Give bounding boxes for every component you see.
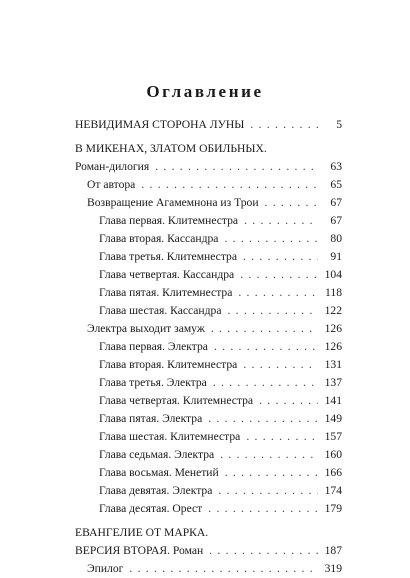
toc-entry-page: 126 xyxy=(324,322,342,335)
toc-entry-page: 67 xyxy=(330,214,342,227)
toc-entry-page: 65 xyxy=(330,178,342,191)
toc-entry-page: 91 xyxy=(330,250,342,263)
toc-entry-page: 179 xyxy=(324,502,342,515)
toc-entry xyxy=(75,392,342,410)
toc-entry-title: Возвращение Агамемнона из Трои xyxy=(87,196,259,209)
toc-entry-title: Глава седьмая. Электра xyxy=(99,448,215,461)
toc-entry-page: 104 xyxy=(324,268,342,281)
dot-leader xyxy=(214,338,318,356)
toc-entry xyxy=(75,464,342,482)
toc-entry-title: От автора xyxy=(87,178,136,191)
table-of-contents xyxy=(75,116,342,578)
toc-entry-title: Глава третья. Клитемнестра xyxy=(99,250,237,263)
toc-entry xyxy=(75,266,342,284)
dot-leader xyxy=(211,320,318,338)
toc-entry-title: Глава четвертая. Клитемнестра xyxy=(99,394,254,407)
toc-entry-title: Глава шестая. Кассандра xyxy=(99,304,222,317)
toc-entry-title: Глава первая. Электра xyxy=(99,340,208,353)
toc-entry xyxy=(75,284,342,302)
toc-entry-page: 131 xyxy=(324,358,342,371)
toc-entry-page: 160 xyxy=(324,448,342,461)
toc-entry-title: Эпилог xyxy=(87,562,124,575)
toc-entry xyxy=(75,116,342,134)
toc-entry-page: 63 xyxy=(330,160,342,173)
toc-entry xyxy=(75,428,342,446)
dot-leader xyxy=(246,428,318,446)
dot-leader xyxy=(129,560,318,578)
toc-entry-page: 174 xyxy=(324,484,342,497)
dot-leader xyxy=(141,176,318,194)
toc-entry-title: Глава пятая. Клитемнестра xyxy=(99,286,233,299)
dot-leader xyxy=(208,500,318,518)
toc-entry xyxy=(75,410,342,428)
toc-entry-title: Глава шестая. Клитемнестра xyxy=(99,430,241,443)
toc-entry-page: 141 xyxy=(324,394,342,407)
toc-entry-page: 157 xyxy=(324,430,342,443)
dot-leader xyxy=(225,464,318,482)
toc-entry-title: НЕВИДИМАЯ СТОРОНА ЛУНЫ xyxy=(75,118,245,131)
toc-entry-title: Глава восьмая. Менетий xyxy=(99,466,219,479)
toc-entry xyxy=(75,212,342,230)
toc-entry-page: 166 xyxy=(324,466,342,479)
toc-entry xyxy=(75,338,342,356)
toc-entry xyxy=(75,176,342,194)
toc-entry xyxy=(75,500,342,518)
toc-entry xyxy=(75,542,342,560)
toc-entry-page: 149 xyxy=(324,412,342,425)
toc-entry xyxy=(75,446,342,464)
dot-leader xyxy=(259,392,318,410)
dot-leader xyxy=(155,158,318,176)
toc-entry-page: 187 xyxy=(324,544,342,557)
toc-entry xyxy=(75,194,342,212)
toc-entry xyxy=(75,248,342,266)
dot-leader xyxy=(240,266,318,284)
toc-entry-page: 5 xyxy=(336,118,342,131)
dot-leader xyxy=(208,410,318,428)
dot-leader xyxy=(238,284,318,302)
toc-entry xyxy=(75,230,342,248)
toc-entry xyxy=(75,482,342,500)
toc-entry-title: Роман-дилогия xyxy=(75,160,150,173)
dot-leader xyxy=(243,356,318,374)
toc-entry-page: 118 xyxy=(325,286,342,299)
toc-entry xyxy=(75,320,342,338)
toc-entry xyxy=(75,302,342,320)
toc-entry xyxy=(75,158,342,176)
toc-entry-page: 67 xyxy=(330,196,342,209)
toc-entry-title: Глава третья. Электра xyxy=(99,376,207,389)
toc-entry-title: ЕВАНГЕЛИЕ ОТ МАРКА. xyxy=(75,526,209,539)
toc-entry-page: 80 xyxy=(330,232,342,245)
toc-entry-title: Глава десятая. Орест xyxy=(99,502,203,515)
dot-leader xyxy=(250,116,318,134)
toc-entry-page: 319 xyxy=(324,562,342,575)
dot-leader xyxy=(209,542,318,560)
toc-entry-title: Глава вторая. Кассандра xyxy=(99,232,219,245)
toc-entry xyxy=(75,524,342,542)
dot-leader xyxy=(227,302,318,320)
toc-entry xyxy=(75,560,342,578)
toc-entry-title: Электра выходит замуж xyxy=(87,322,205,335)
dot-leader xyxy=(220,446,318,464)
toc-entry-page: 126 xyxy=(324,340,342,353)
toc-entry-title: ВЕРСИЯ ВТОРАЯ. Роман xyxy=(75,544,204,557)
toc-entry xyxy=(75,356,342,374)
dot-leader xyxy=(224,230,318,248)
dot-leader xyxy=(244,212,318,230)
dot-leader xyxy=(218,482,318,500)
toc-entry-title: Глава пятая. Электра xyxy=(99,412,203,425)
toc-entry-page: 122 xyxy=(324,304,342,317)
toc-entry-title: Глава девятая. Электра xyxy=(99,484,213,497)
toc-entry xyxy=(75,140,342,158)
toc-entry-title: В МИКЕНАХ, ЗЛАТОМ ОБИЛЬНЫХ. xyxy=(75,142,267,155)
dot-leader xyxy=(265,194,318,212)
dot-leader xyxy=(243,248,318,266)
toc-entry-title: Глава первая. Клитемнестра xyxy=(99,214,239,227)
toc-entry xyxy=(75,374,342,392)
page-title: Оглавление xyxy=(146,82,264,101)
toc-entry-title: Глава вторая. Клитемнестра xyxy=(99,358,238,371)
toc-entry-title: Глава четвертая. Кассандра xyxy=(99,268,235,281)
toc-entry-page: 137 xyxy=(324,376,342,389)
dot-leader xyxy=(213,374,318,392)
